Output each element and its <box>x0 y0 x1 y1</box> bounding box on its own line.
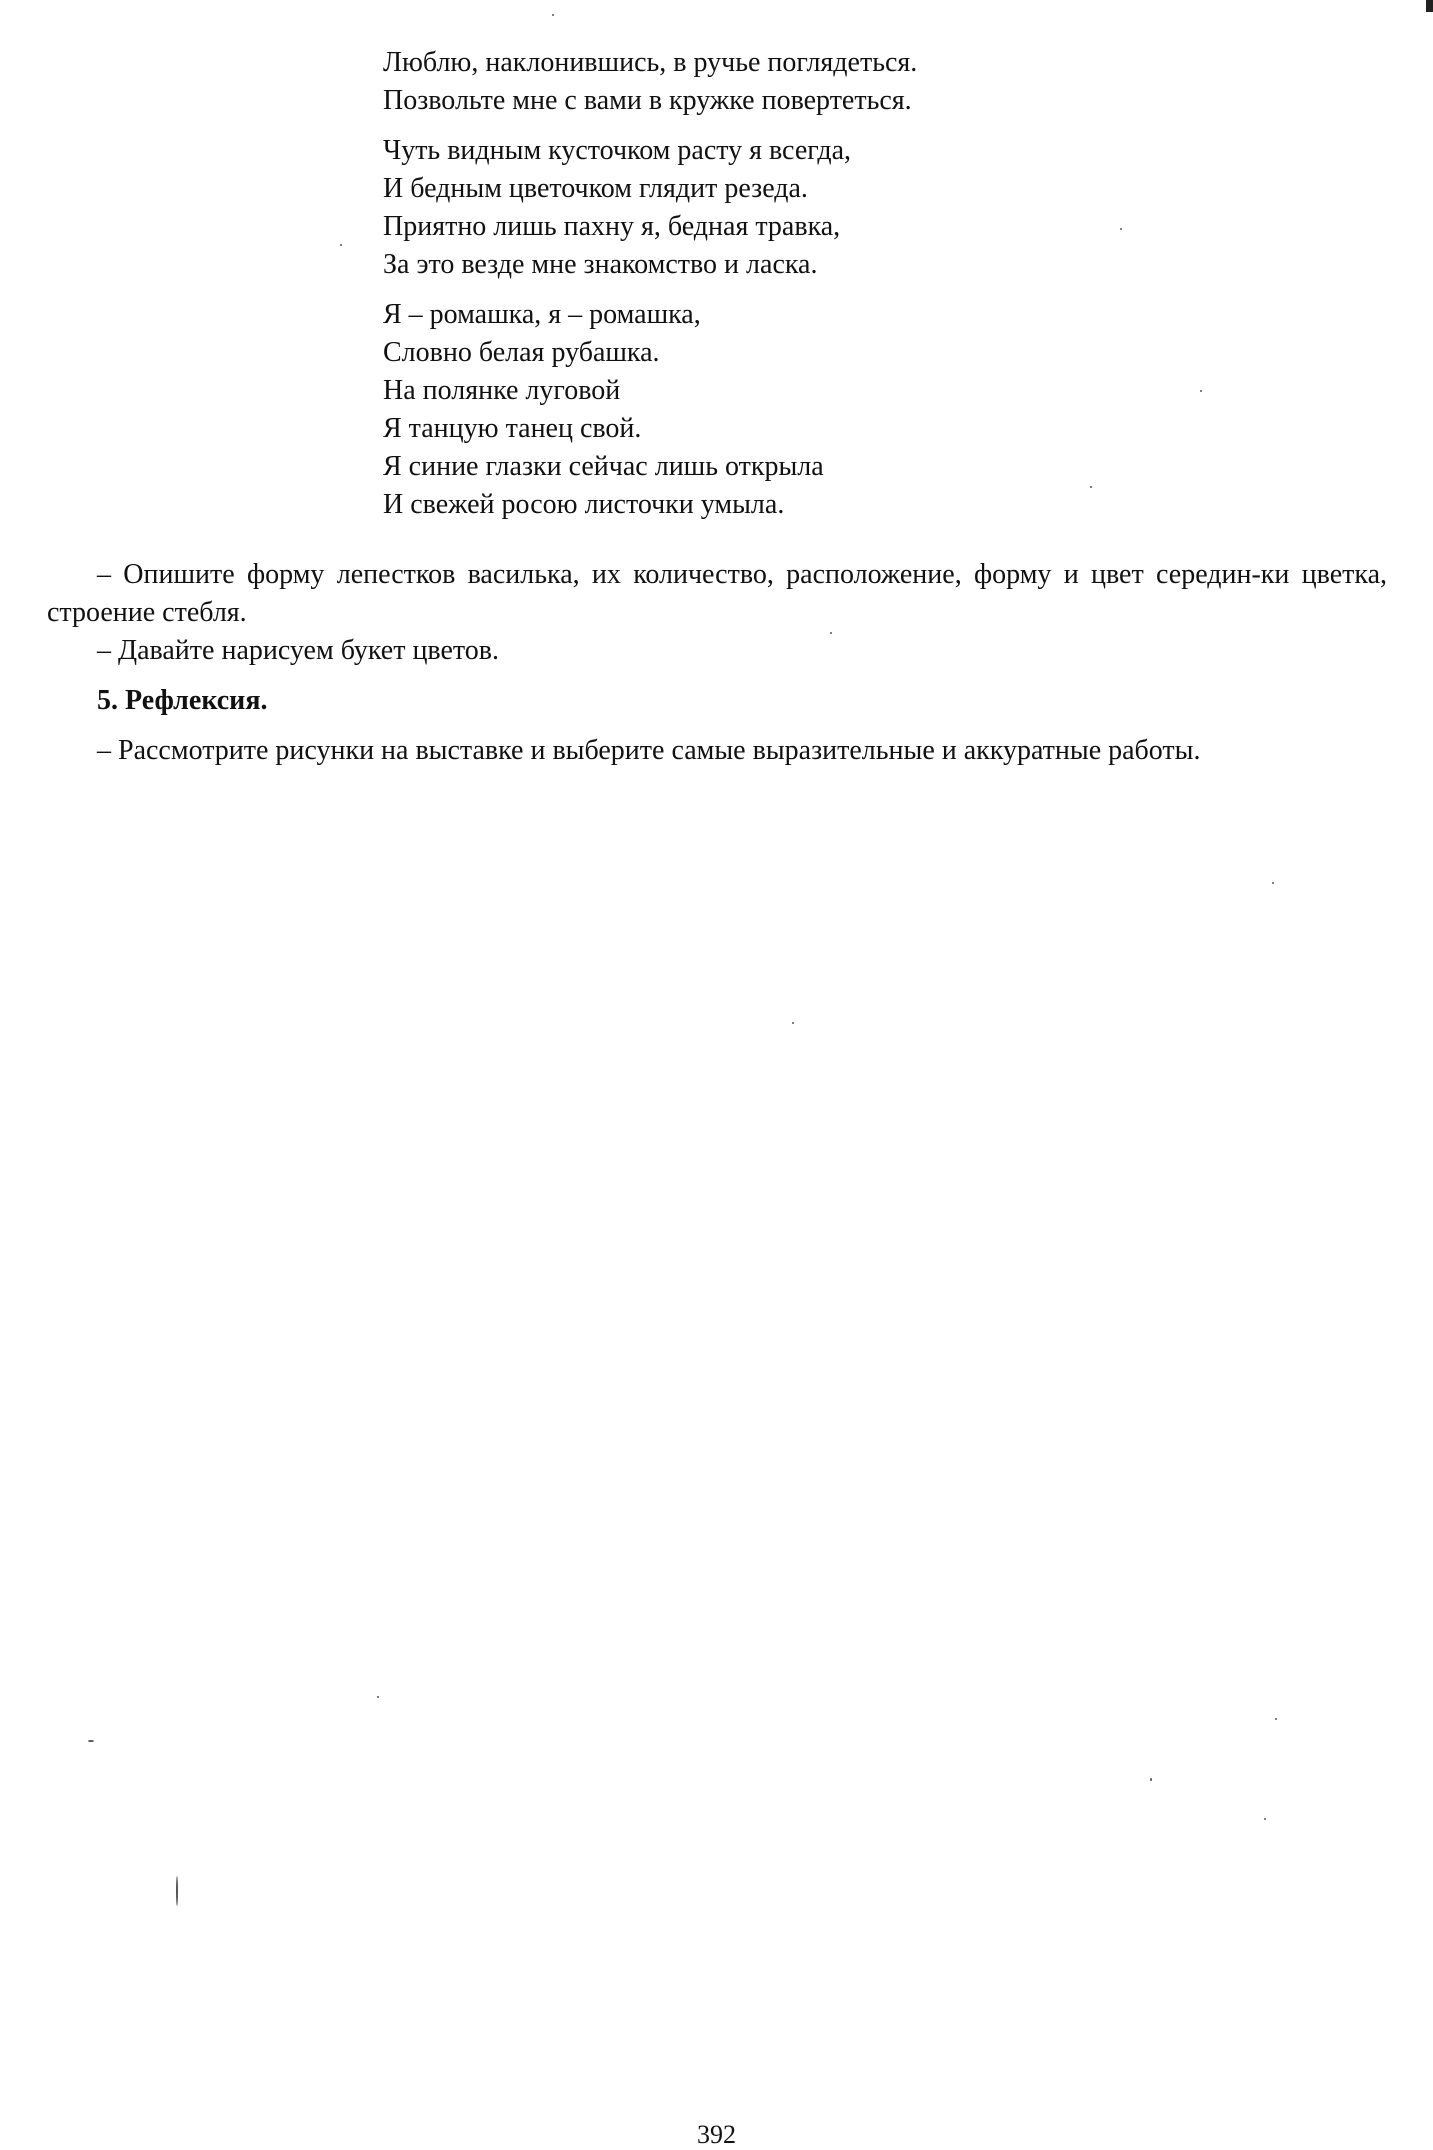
scan-speck <box>1272 882 1274 884</box>
scan-speck <box>1090 486 1092 488</box>
prose-block <box>47 556 1387 770</box>
scan-speck <box>88 1740 94 1742</box>
scan-speck <box>1275 1718 1277 1720</box>
poem-line: За это везде мне знакомство и ласка. <box>383 249 818 280</box>
poem-line: Я танцую танец свой. <box>383 413 642 444</box>
poem-line: И бедным цветочком глядит резеда. <box>383 173 808 204</box>
scan-speck <box>377 1696 379 1698</box>
scan-speck <box>1150 1778 1152 1781</box>
scan-speck <box>176 1876 178 1906</box>
instruction-paragraph: – Опишите форму лепестков василька, их количество, расположение, форму и цвет середин-ки цветка, строение стебля. <box>47 559 1387 628</box>
instruction-paragraph: – Давайте нарисуем букет цветов. <box>97 635 499 666</box>
scan-corner-mark <box>1426 0 1433 12</box>
poem-line: Чуть видным кусточком расту я всегда, <box>383 135 852 166</box>
poem-line: Приятно лишь пахну я, бедная травка, <box>383 211 841 242</box>
poem-stanza-1 <box>383 44 1283 120</box>
poem-line: Словно белая рубашка. <box>383 337 660 368</box>
section-heading: 5. Рефлексия. <box>97 685 268 716</box>
poem-stanza-3 <box>383 296 1283 524</box>
poem-stanza-2 <box>383 132 1283 284</box>
page-number: 392 <box>697 2120 736 2149</box>
scan-speck <box>792 1022 794 1024</box>
scan-speck <box>830 632 832 634</box>
poem-line: И свежей росою листочки умыла. <box>383 489 785 520</box>
poem-line: Я – ромашка, я – ромашка, <box>383 299 701 330</box>
poem-line: Я синие глазки сейчас лишь открыла <box>383 451 824 482</box>
scan-speck <box>1200 390 1202 392</box>
instruction-paragraph: – Рассмотрите рисунки на выставке и выберите самые выразительные и аккуратные работы. <box>97 735 1201 766</box>
poem-line: Позвольте мне с вами в кружке повертеться. <box>383 85 912 116</box>
poem-block <box>383 44 1283 536</box>
poem-line: На полянке луговой <box>383 375 621 406</box>
poem-line: Люблю, наклонившись, в ручье поглядеться. <box>383 47 918 78</box>
scan-speck <box>340 244 342 246</box>
scan-speck <box>1120 228 1122 230</box>
scan-speck <box>1264 1818 1266 1820</box>
scan-speck <box>552 14 554 16</box>
